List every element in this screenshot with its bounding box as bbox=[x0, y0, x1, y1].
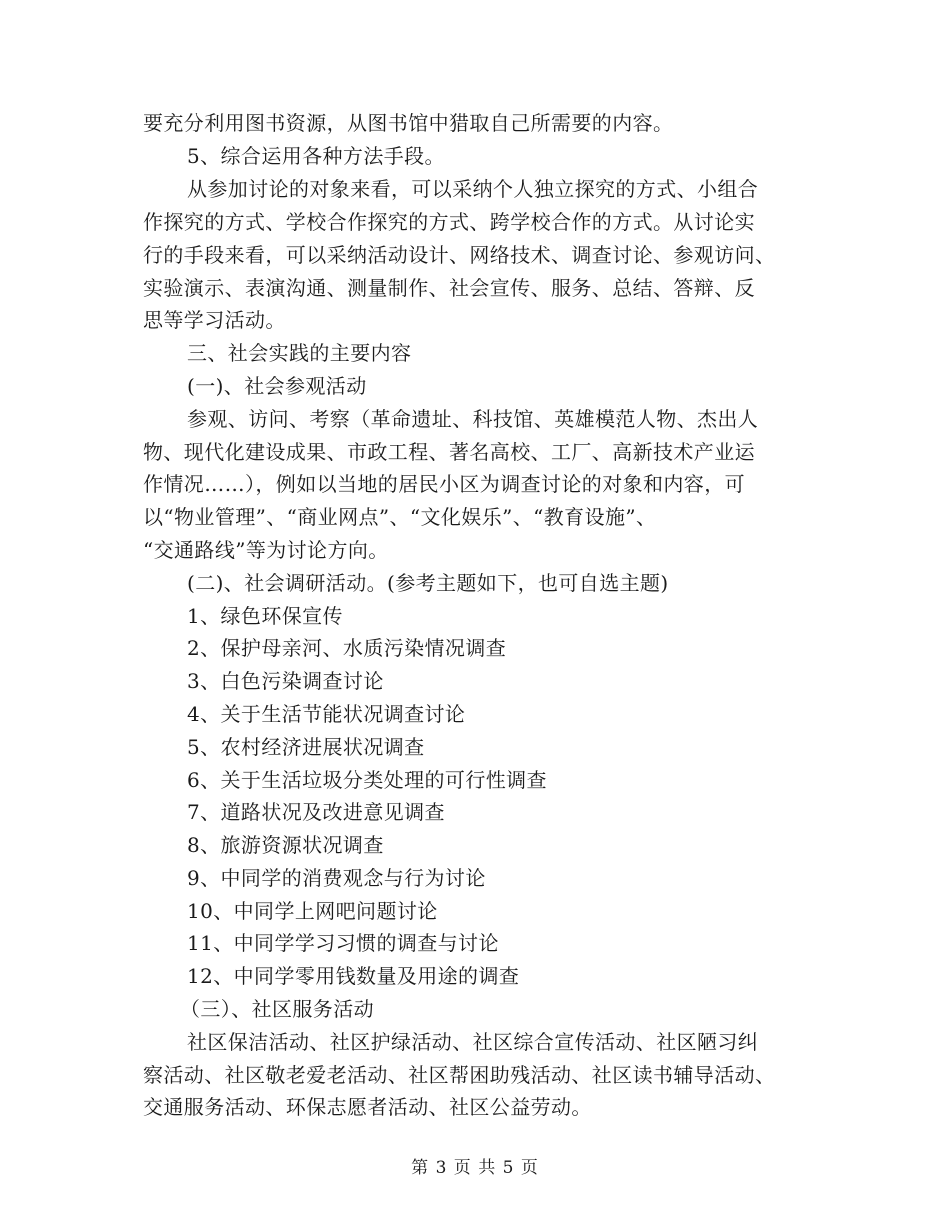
list-item: 11、中同学学习习惯的调查与讨论 bbox=[187, 931, 499, 955]
paragraph-line: “交通路线”等为讨论方向。 bbox=[143, 538, 389, 562]
paragraph-line: 要充分利用图书资源，从图书馆中猎取自己所需要的内容。 bbox=[143, 111, 674, 135]
paragraph-line: 社区保洁活动、社区护绿活动、社区综合宣传活动、社区陋习纠 bbox=[187, 1030, 759, 1054]
subsection-heading: (一)、社会参观活动 bbox=[187, 374, 367, 398]
paragraph-line: 以“物业管理”、“商业网点”、“文化娱乐”、“教育设施”、 bbox=[143, 505, 657, 529]
paragraph-line: 作探究的方式、学校合作探究的方式、跨学校合作的方式。从讨论实 bbox=[143, 210, 755, 234]
list-item: 1、绿色环保宣传 bbox=[187, 604, 343, 628]
paragraph-line: 行的手段来看，可以采纳活动设计、网络技术、调查讨论、参观访问、 bbox=[143, 243, 776, 267]
list-item: 6、关于生活垃圾分类处理的可行性调查 bbox=[187, 768, 547, 792]
paragraph-line: 察活动、社区敬老爱老活动、社区帮困助残活动、社区读书辅导活动、 bbox=[143, 1063, 776, 1087]
list-item: 12、中同学零用钱数量及用途的调查 bbox=[187, 964, 520, 988]
list-item: 2、保护母亲河、水质污染情况调查 bbox=[187, 636, 507, 660]
list-item: 4、关于生活节能状况调查讨论 bbox=[187, 702, 466, 726]
paragraph-line: 从参加讨论的对象来看，可以采纳个人独立探究的方式、小组合 bbox=[187, 177, 759, 201]
page-number-footer: 第 3 页 共 5 页 bbox=[411, 1158, 539, 1178]
subsection-heading: (二)、社会调研活动。(参考主题如下，也可自选主题) bbox=[187, 571, 669, 595]
section-heading: 三、社会实践的主要内容 bbox=[187, 341, 412, 365]
list-item: 5、农村经济进展状况调查 bbox=[187, 735, 425, 759]
paragraph-line: 交通服务活动、环保志愿者活动、社区公益劳动。 bbox=[143, 1095, 592, 1119]
list-item: 3、白色污染调查讨论 bbox=[187, 669, 384, 693]
paragraph-line: 物、现代化建设成果、市政工程、著名高校、工厂、高新技术产业运 bbox=[143, 440, 755, 464]
paragraph-line: 思等学习活动。 bbox=[143, 308, 286, 332]
list-item: 9、中同学的消费观念与行为讨论 bbox=[187, 866, 486, 890]
paragraph-line: 实验演示、表演沟通、测量制作、社会宣传、服务、总结、答辩、反 bbox=[143, 276, 755, 300]
paragraph-line: 参观、访问、考察（革命遗址、科技馆、英雄模范人物、杰出人 bbox=[187, 407, 759, 431]
subsection-heading: （三）、社区服务活动 bbox=[180, 997, 374, 1021]
list-item: 10、中同学上网吧问题讨论 bbox=[187, 899, 438, 923]
list-item: 8、旅游资源状况调查 bbox=[187, 833, 384, 857]
paragraph-line: 作情况……），例如以当地的居民小区为调查讨论的对象和内容，可 bbox=[143, 472, 745, 496]
list-item: 7、道路状况及改进意见调查 bbox=[187, 800, 445, 824]
list-heading: 5、综合运用各种方法手段。 bbox=[187, 144, 445, 168]
